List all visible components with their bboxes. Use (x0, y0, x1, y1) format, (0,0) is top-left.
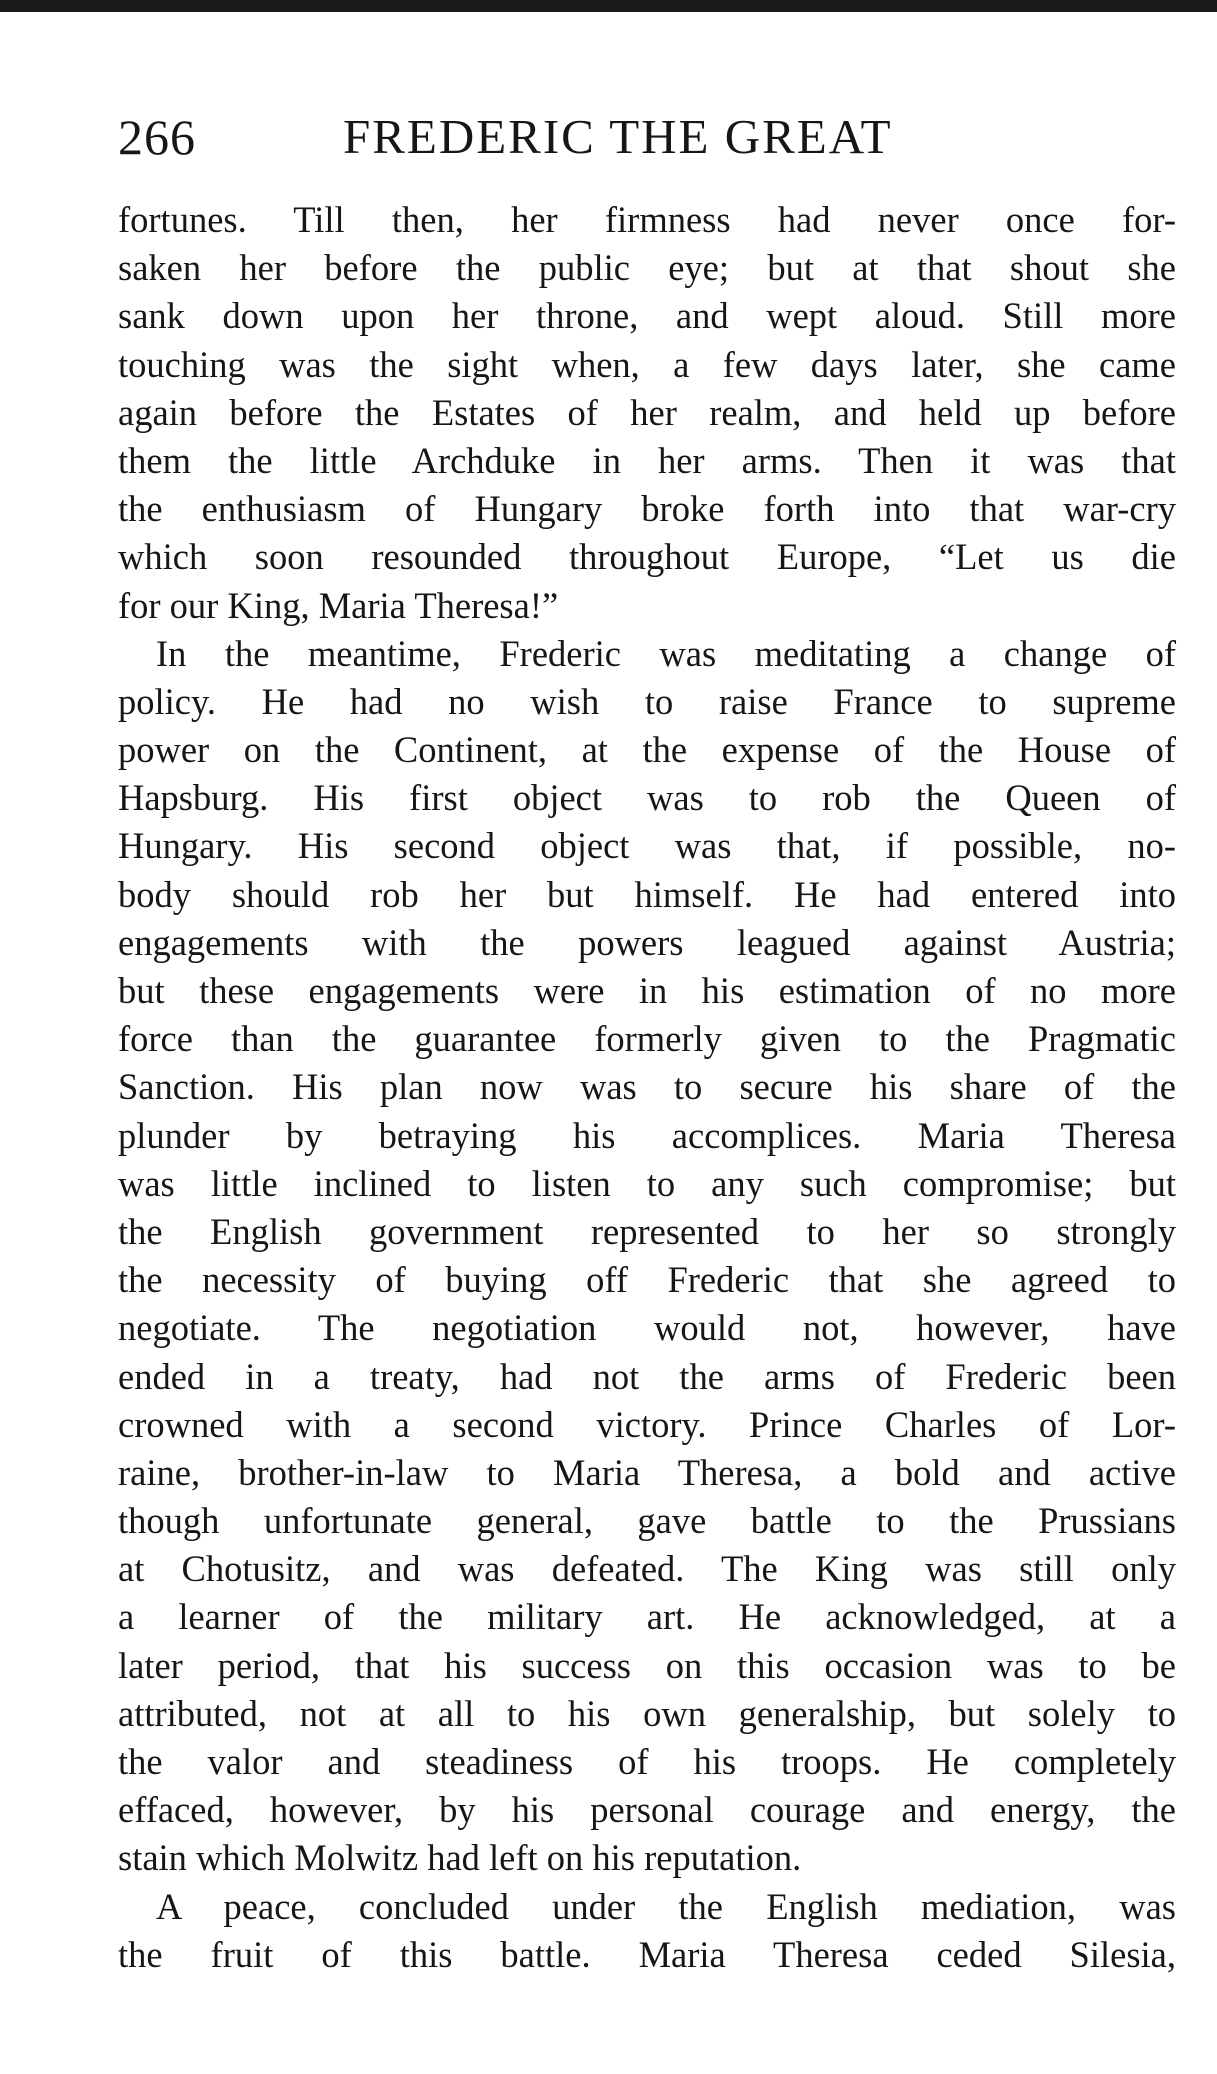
text-line: was little inclined to listen to any such compromise; but (118, 1162, 1176, 1204)
page-header (118, 108, 1176, 174)
text-line: crowned with a second victory. Prince Charles of Lor- (118, 1403, 1176, 1445)
text-line: though unfortunate general, gave battle to the Prussians (118, 1500, 1176, 1542)
text-line: them the little Archduke in her arms. Then it was that (118, 439, 1176, 481)
text-line: fortunes. Till then, her firmness had never once for- (118, 199, 1176, 240)
text-line: touching was the sight when, a few days later, she came (118, 343, 1176, 385)
text-line: plunder by betraying his accomplices. Maria Theresa (118, 1114, 1176, 1156)
paragraph-2 (118, 630, 1176, 1883)
paragraph-3 (118, 1883, 1176, 1979)
page-number: 266 (118, 109, 196, 165)
text-line: which soon resounded throughout Europe, “Let us die (118, 536, 1176, 578)
text-line: the valor and steadiness of his troops. He completely (118, 1741, 1176, 1782)
text-line: Hapsburg. His first object was to rob the Queen of (118, 777, 1176, 819)
text-line: the enthusiasm of Hungary broke forth into that war-cry (118, 488, 1176, 530)
book-page (118, 108, 1176, 1979)
text-line: at Chotusitz, and was defeated. The King was still only (118, 1548, 1176, 1590)
text-line: force than the guarantee formerly given to the Pragmatic (118, 1018, 1176, 1060)
text-line: again before the Estates of her realm, and held up before (118, 391, 1176, 433)
text-line: A peace, concluded under the English mediation, was (156, 1885, 1176, 1927)
text-line: engagements with the powers leagued against Austria; (118, 921, 1176, 963)
text-line: raine, brother-in-law to Maria Theresa, a bold and active (118, 1451, 1176, 1493)
text-line: Hungary. His second object was that, if possible, no- (118, 825, 1176, 867)
text-line: Sanction. His plan now was to secure his share of the (118, 1066, 1176, 1108)
text-line: a learner of the military art. He acknowledged, at a (118, 1596, 1176, 1638)
text-line: power on the Continent, at the expense of the House of (118, 729, 1176, 771)
text-line: In the meantime, Frederic was meditating a change of (156, 632, 1176, 674)
text-line: sank down upon her throne, and wept aloud. Still more (118, 295, 1176, 337)
text-line: negotiate. The negotiation would not, however, have (118, 1307, 1176, 1349)
text-line: saken her before the public eye; but at that shout she (118, 247, 1176, 289)
paragraph-1 (118, 196, 1176, 630)
text-line: later period, that his success on this occasion was to be (118, 1644, 1176, 1686)
text-line: the necessity of buying off Frederic that she agreed to (118, 1259, 1176, 1301)
text-line: ended in a treaty, had not the arms of Frederic been (118, 1355, 1176, 1397)
running-head: FREDERIC THE GREAT (343, 109, 893, 164)
text-line: the English government represented to her so strongly (118, 1210, 1176, 1252)
text-line: policy. He had no wish to raise France to supreme (118, 680, 1176, 722)
text-line: attributed, not at all to his own generalship, but solely to (118, 1692, 1176, 1734)
text-line: effaced, however, by his personal courage and energy, the (118, 1789, 1176, 1831)
body-text (118, 196, 1176, 1979)
text-line: for our King, Maria Theresa!” (118, 584, 559, 626)
top-border-rule (0, 0, 1217, 12)
text-line: body should rob her but himself. He had entered into (118, 873, 1176, 915)
text-line: the fruit of this battle. Maria Theresa ceded Silesia, (118, 1933, 1176, 1975)
text-line: but these engagements were in his estimation of no more (118, 970, 1176, 1011)
text-line: stain which Molwitz had left on his reputation. (118, 1837, 802, 1879)
